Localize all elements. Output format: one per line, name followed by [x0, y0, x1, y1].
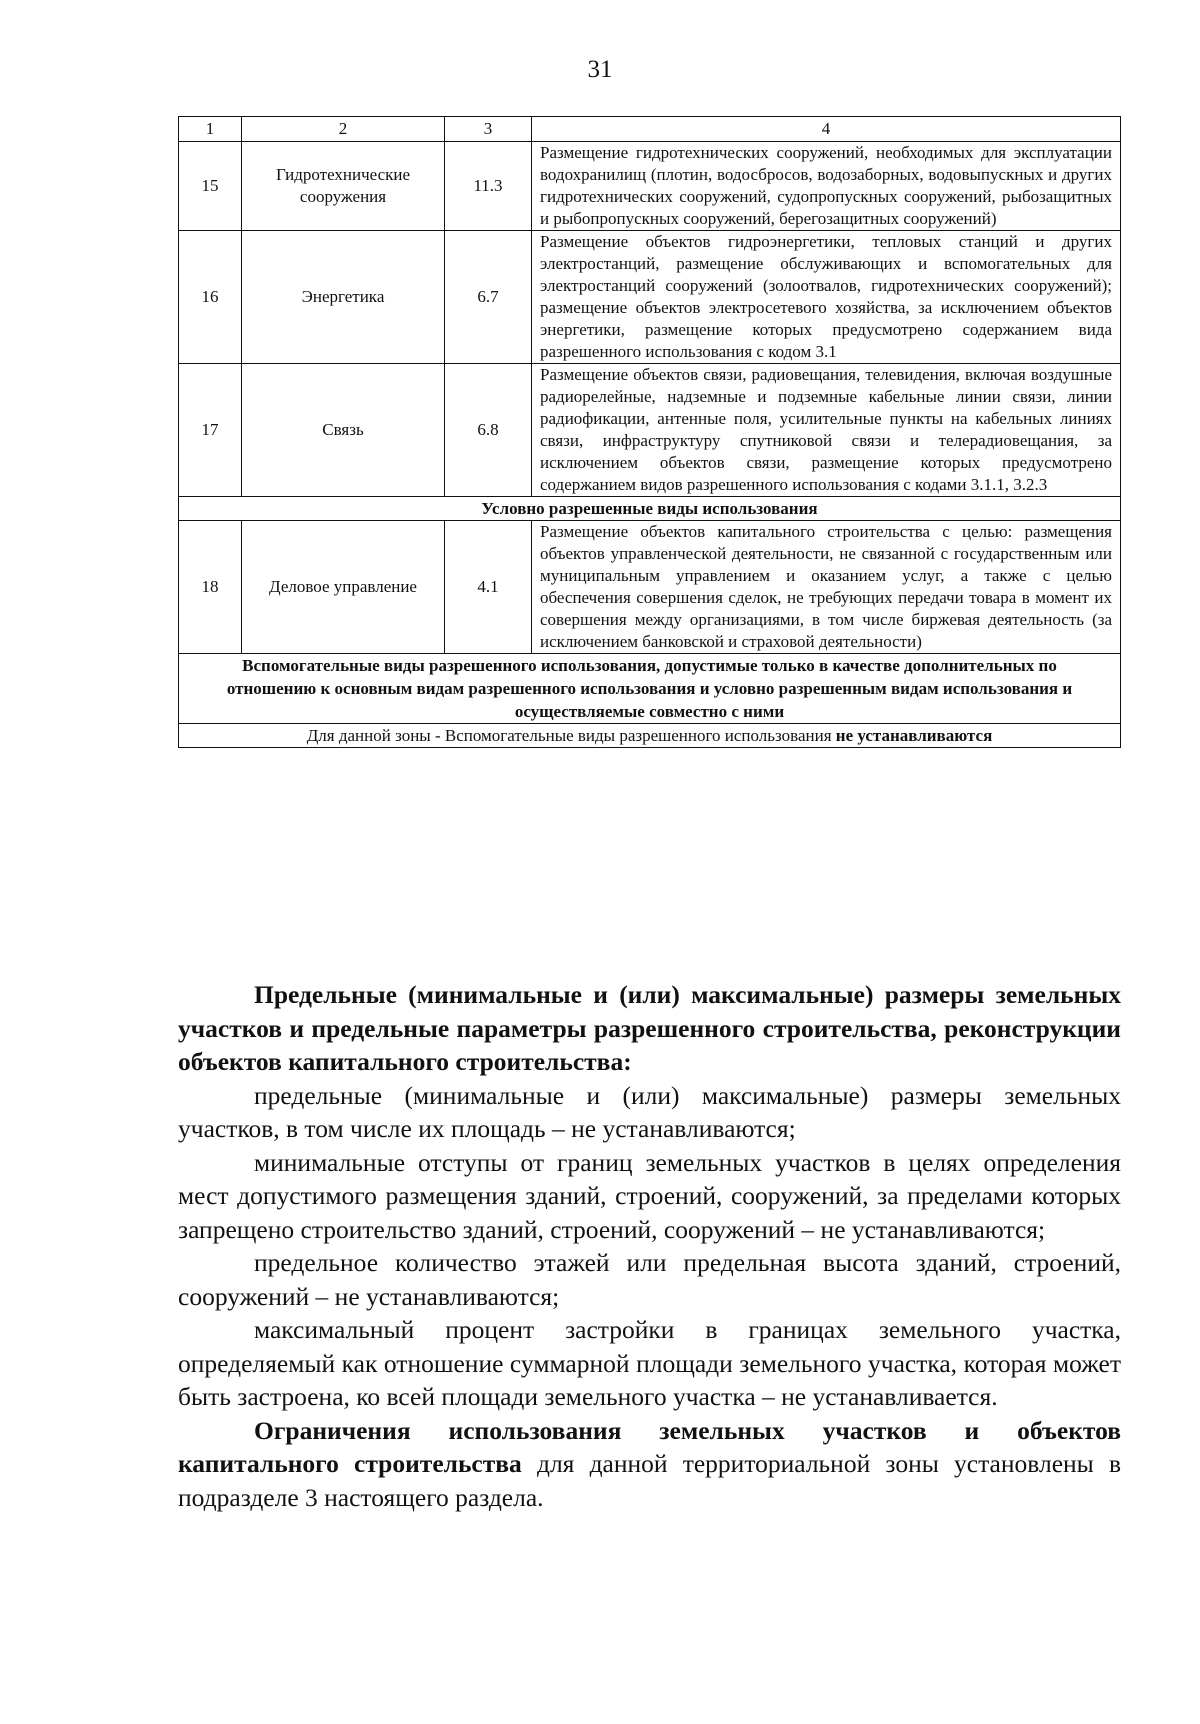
use-code: 11.3 — [445, 142, 532, 231]
section-row-conditional — [179, 497, 1121, 521]
restrictions-rest: для данной территориальной зоны установлены в подразделе 3 настоящего раздела. — [178, 1449, 1121, 1512]
use-description: Размещение объектов гидроэнергетики, тепловых станций и других электростанций, размещение обслуживающих и вспомогательных для электростанций сооружений (золоотвалов, гидротехнических сооружений); размещение объектов электросетевого хозяйства, за исключением объектов энергетики, размещение которых предусмотрено содержанием вида разрешенного использования с кодом 3.1 — [532, 231, 1121, 364]
use-name: Энергетика — [242, 231, 445, 364]
note-cell — [179, 724, 1121, 748]
header-col-3: 3 — [445, 117, 532, 142]
paragraph-floors: предельное количество этажей или предельная высота зданий, строений, сооружений – не устанавливаются; — [178, 1248, 1121, 1311]
use-description: Размещение объектов капитального строительства с целью: размещения объектов управленческой деятельности, не связанной с государственным или муниципальным управлением и оказанием услуг, а также с целью обеспечения совершения сделок, не требующих передачи товара в момент их совершения между организациями, в том числе биржевая деятельность (за исключением банковской и страховой деятельности) — [532, 521, 1121, 654]
parameters-heading: Предельные (минимальные и (или) максимальные) размеры земельных участков и предельные параметры разрешенного строительства, реконструкции объектов капитального строительства: — [178, 980, 1121, 1076]
row-number: 15 — [179, 142, 242, 231]
use-description: Размещение гидротехнических сооружений, необходимых для эксплуатации водохранилищ (плотин, водосбросов, водозаборных, водовыпускных и других гидротехнических сооружений, судопропускных сооружений, рыбозащитных и рыбопропускных сооружений, берегозащитных сооружений) — [532, 142, 1121, 231]
table-header-row — [179, 117, 1121, 142]
section-title-auxiliary: Вспомогательные виды разрешенного использования, допустимые только в качестве дополнительных по отношению к основным видам разрешенного использования и условно разрешенным видам использования и осуществляемые совместно с ними — [179, 654, 1121, 724]
table-row — [179, 364, 1121, 497]
paragraph-restrictions — [178, 1414, 1121, 1515]
use-name: Гидротехнические сооружения — [242, 142, 445, 231]
note-text: Для данной зоны - Вспомогательные виды разрешенного использования — [306, 725, 832, 745]
permitted-use-table — [178, 116, 1121, 748]
use-name: Связь — [242, 364, 445, 497]
row-number: 16 — [179, 231, 242, 364]
use-name: Деловое управление — [242, 521, 445, 654]
header-col-1: 1 — [179, 117, 242, 142]
use-code: 4.1 — [445, 521, 532, 654]
parameters-section — [178, 978, 1121, 1514]
table-row — [179, 231, 1121, 364]
header-col-2: 2 — [242, 117, 445, 142]
table-row — [179, 521, 1121, 654]
note-emphasis: не устанавливаются — [835, 725, 993, 745]
page-number: 31 — [587, 56, 613, 83]
restrictions-bold: Ограничения использования земельных участков и объектов капитального строительства — [178, 1415, 1121, 1478]
section-row-auxiliary — [179, 654, 1121, 724]
paragraph-coverage: максимальный процент застройки в границах земельного участка, определяемый как отношение суммарной площади земельного участка, которая может быть застроена, ко всей площади земельного участка – не устанавливается. — [178, 1315, 1121, 1411]
row-number: 17 — [179, 364, 242, 497]
paragraph-setbacks: минимальные отступы от границ земельных участков в целях определения мест допустимого размещения зданий, строений, сооружений, за пределами которых запрещено строительство зданий, строений, сооружений – не устанавливаются; — [178, 1147, 1121, 1244]
header-col-4: 4 — [532, 117, 1121, 142]
use-code: 6.7 — [445, 231, 532, 364]
note-row — [179, 724, 1121, 748]
section-title-conditional: Условно разрешенные виды использования — [179, 497, 1121, 521]
use-code: 6.8 — [445, 364, 532, 497]
row-number: 18 — [179, 521, 242, 654]
paragraph-plot-sizes: предельные (минимальные и (или) максимальные) размеры земельных участков, в том числе их площадь – не устанавливаются; — [178, 1080, 1121, 1143]
table-row — [179, 142, 1121, 231]
use-description: Размещение объектов связи, радиовещания, телевидения, включая воздушные радиорелейные, надземные и подземные кабельные линии связи, линии радиофикации, антенные поля, усилительные пункты на кабельных линиях связи, инфраструктуру спутниковой связи и телерадиовещания, за исключением объектов связи, размещение которых предусмотрено содержанием видов разрешенного использования с кодами 3.1.1, 3.2.3 — [532, 364, 1121, 497]
